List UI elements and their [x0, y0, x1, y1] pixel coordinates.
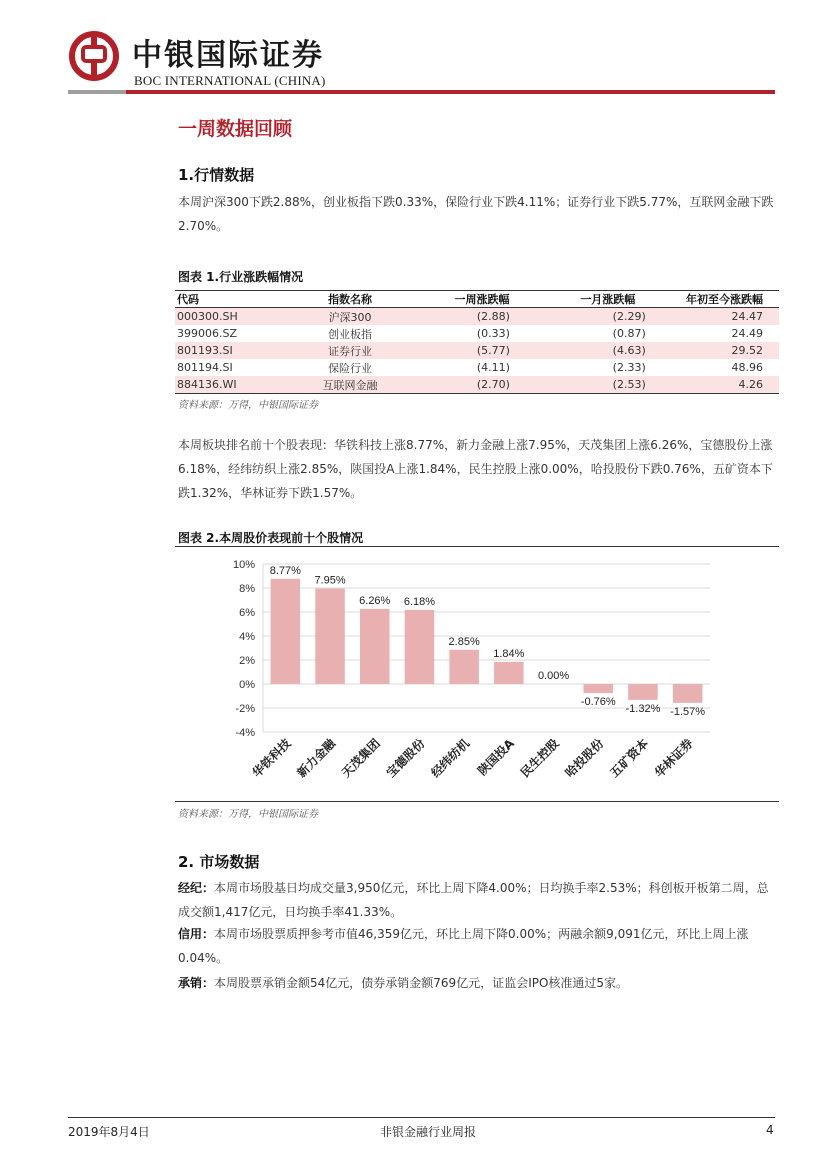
data-label: -1.57% [670, 705, 706, 718]
figure1-title: 图表 1.行业涨跌幅情况 [178, 270, 304, 284]
bar [360, 609, 390, 684]
chart-x-ticks [249, 735, 696, 780]
credit-label: 信用： [178, 927, 215, 941]
cell-code: 000300.SH [175, 308, 286, 326]
cell-week: (0.33) [476, 327, 510, 340]
col-header-ytd: 年初至今涨跌幅 [666, 291, 779, 308]
cell-code: 801193.SI [175, 342, 286, 359]
footer-date: 2019年8月4日 [68, 1125, 150, 1139]
bar [628, 684, 658, 700]
table-row [175, 376, 779, 394]
market-stats-heading: 2. 市场数据 [178, 853, 260, 871]
industry-table [175, 290, 779, 394]
cell-ytd: 48.96 [731, 361, 763, 374]
data-label: -0.76% [580, 696, 616, 709]
x-tick-label: 新力金融 [294, 736, 339, 781]
cell-name: 证券行业 [286, 342, 414, 359]
cell-week: (4.11) [476, 361, 510, 374]
table-header-row [175, 291, 779, 308]
data-label: 6.26% [359, 594, 391, 607]
x-tick-label: 天茂集团 [339, 736, 383, 781]
footer-rule [68, 1117, 775, 1118]
chart-y-ticks [233, 559, 255, 739]
page-number: 4 [766, 1123, 774, 1137]
data-label: 1.84% [493, 647, 525, 660]
brand-name-cn: 中银国际证券 [132, 38, 324, 73]
cell-name: 保险行业 [328, 361, 373, 375]
y-tick-label: 10% [232, 559, 255, 571]
underwriting-paragraph [178, 971, 778, 995]
brand-name-en: BOC INTERNATIONAL (CHINA) [134, 73, 326, 88]
header-rule-red [126, 90, 775, 94]
cell-code: 801194.SI [177, 361, 233, 374]
header-rule-grey [68, 90, 126, 94]
x-tick-label: 宝德股份 [383, 736, 428, 781]
bar [583, 684, 613, 693]
bar [449, 650, 479, 684]
cell-code: 399006.SZ [177, 327, 238, 340]
underwriting-label: 承销： [178, 976, 215, 990]
data-label: -1.32% [625, 702, 661, 715]
x-tick-label: 华铁科技 [249, 736, 294, 781]
cell-ytd: 24.47 [666, 308, 779, 326]
brokerage-text: 本周市场股基日均成交量3,950亿元，环比上周下降4.00%；日均换手率2.53%；科创板开板第二周，总成交额1,417亿元，日均换手率41.33%。 [178, 881, 769, 919]
y-tick-label: 0% [239, 679, 255, 691]
col-header-month: 一月涨跌幅 [550, 291, 666, 308]
data-label: 8.77% [269, 564, 301, 577]
data-label: 6.18% [403, 595, 436, 608]
y-tick-label: 6% [239, 607, 255, 619]
bar [271, 579, 301, 684]
table-row [175, 308, 779, 326]
market-data-paragraph: 本周沪深300下跌2.88%，创业板指下跌0.33%，保险行业下跌4.11%；证券行业下跌5.77%，互联网金融下跌2.70%。 [178, 195, 774, 233]
cell-name: 创业板指 [328, 327, 373, 341]
data-label: 7.95% [314, 574, 346, 587]
table-row [175, 359, 779, 376]
data-label: 2.85% [448, 635, 480, 648]
x-tick-label: 经纬纺机 [428, 736, 473, 781]
x-tick-label: 华林证券 [651, 736, 696, 781]
cell-month: (2.33) [612, 361, 646, 374]
top10-paragraph: 本周板块排名前十个股表现：华铁科技上涨8.77%，新力金融上涨7.95%，天茂集团上涨6.26%，宝德股份上涨6.18%，经纬纺织上涨2.85%，陕国投A上涨1.84%，民生控股上涨0.00%，哈投股份下跌0.76%，五矿资本下跌1.32%，华林证券下跌1.57%。 [178, 438, 773, 500]
brokerage-paragraph [178, 876, 778, 924]
cell-name: 沪深300 [286, 308, 414, 326]
cell-week: (5.77) [414, 342, 550, 359]
cell-ytd: 4.26 [666, 376, 779, 394]
cell-month: (2.29) [550, 308, 666, 326]
x-tick-label: 哈投股份 [562, 736, 607, 781]
market-data-heading: 1.行情数据 [178, 166, 255, 184]
x-tick-label: 民生控股 [517, 736, 562, 781]
col-header-name: 指数名称 [286, 291, 414, 308]
y-tick-label: -4% [235, 727, 255, 739]
boc-logo-icon [68, 30, 120, 82]
col-header-code: 代码 [175, 291, 286, 308]
table-row [175, 325, 779, 342]
brokerage-label: 经纪： [178, 881, 215, 895]
figure2-title: 图表 2.本周股价表现前十个股情况 [178, 531, 364, 545]
figure2-top-rule [175, 546, 779, 547]
cell-name: 互联网金融 [286, 376, 414, 394]
y-tick-label: 2% [239, 655, 255, 667]
cell-code: 884136.WI [175, 376, 286, 394]
cell-month: (2.53) [550, 376, 666, 394]
footer-title: 非银金融行业周报 [380, 1125, 477, 1139]
y-tick-label: 4% [239, 631, 255, 643]
cell-month: (0.87) [612, 327, 646, 340]
x-tick-label: 陕国投A [475, 736, 517, 779]
credit-text: 本周市场股票质押参考市值46,359亿元，环比上周下降0.00%；两融余额9,091亿元，环比上周上涨0.04%。 [178, 927, 749, 965]
table-row [175, 342, 779, 359]
figure2-bottom-rule [175, 801, 779, 802]
credit-paragraph [178, 922, 778, 970]
figure1-source: 资料来源：万得，中银国际证券 [178, 400, 318, 411]
bar [673, 684, 703, 703]
cell-ytd: 24.49 [731, 327, 763, 340]
y-tick-label: -2% [235, 703, 255, 715]
y-tick-label: 8% [239, 583, 255, 595]
col-header-week: 一周涨跌幅 [414, 291, 550, 308]
figure2-source: 资料来源：万得，中银国际证券 [178, 809, 318, 820]
underwriting-text: 本周股票承销金额54亿元，债券承销金额769亿元，证监会IPO核准通过5家。 [214, 976, 629, 990]
section-title: 一周数据回顾 [178, 118, 293, 140]
cell-month: (4.63) [550, 342, 666, 359]
cell-week: (2.70) [414, 376, 550, 394]
bar [494, 662, 524, 684]
data-label: 0.00% [537, 670, 570, 682]
top10-bar-chart [175, 550, 779, 800]
x-tick-label: 五矿资本 [607, 736, 652, 781]
cell-week: (2.88) [414, 308, 550, 326]
cell-ytd: 29.52 [666, 342, 779, 359]
bar [405, 610, 435, 684]
bar [315, 589, 345, 684]
